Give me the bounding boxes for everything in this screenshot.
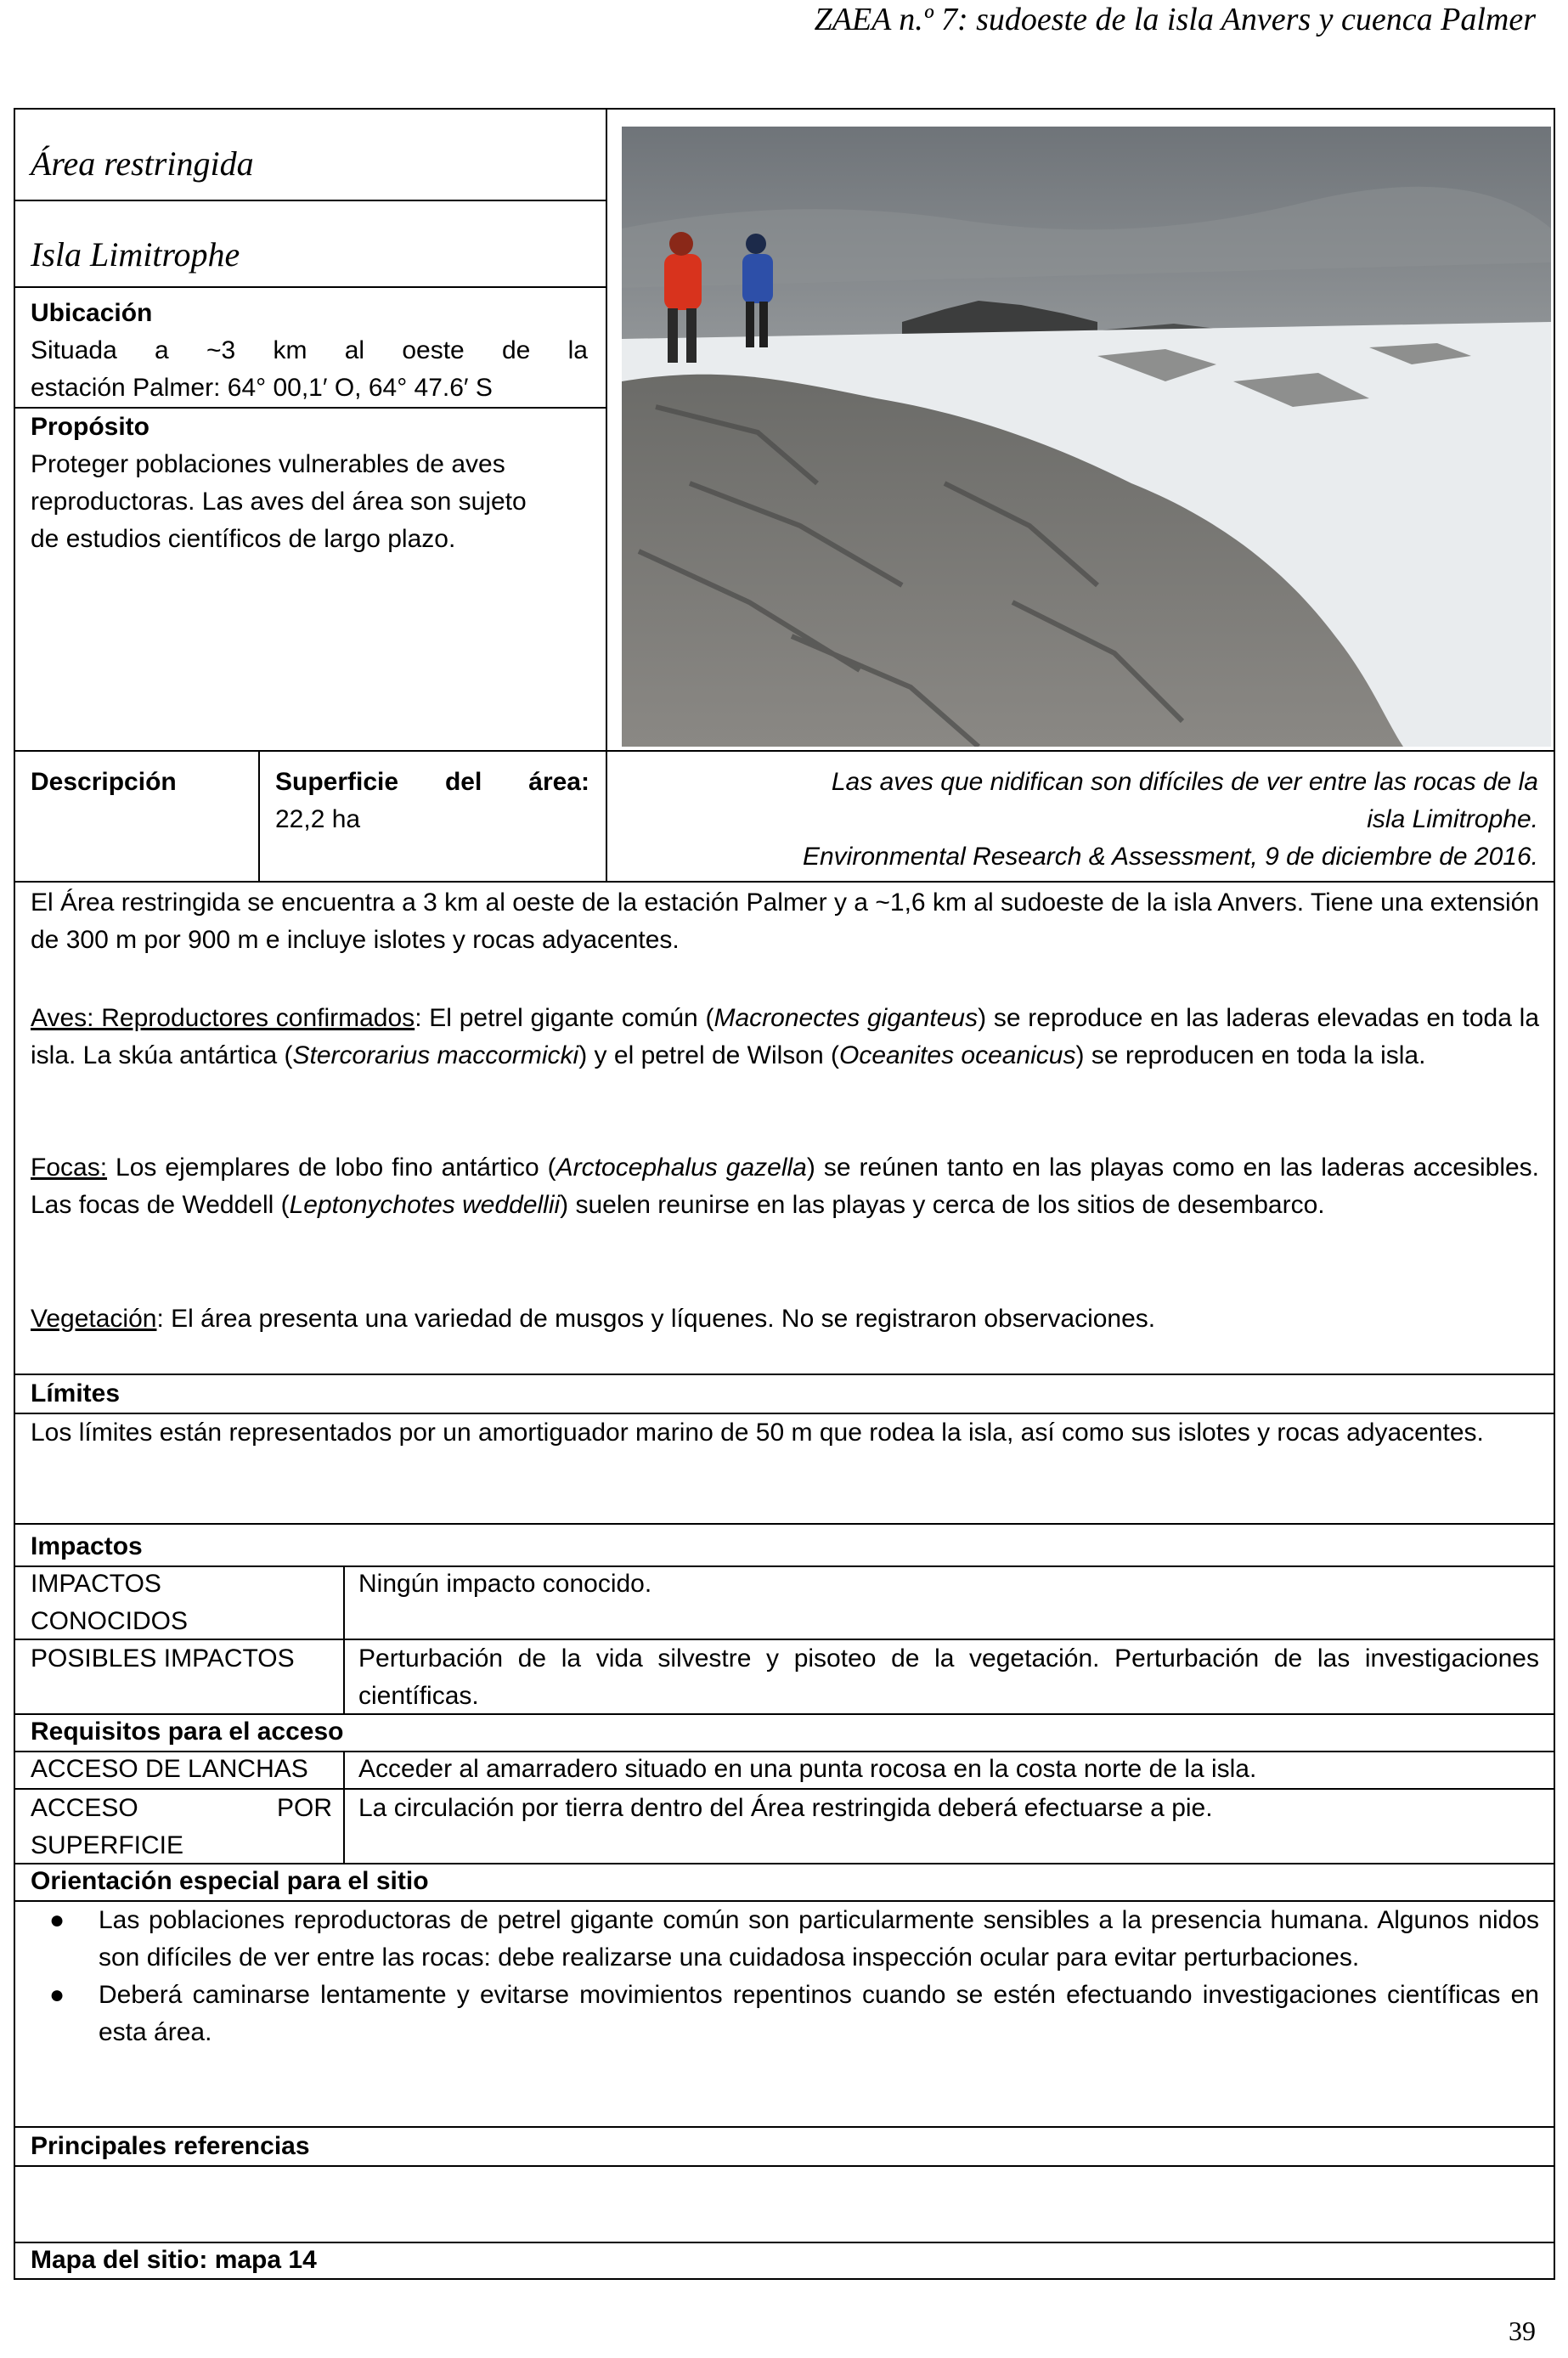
location-text-1: Situada a ~3 km al oeste de la [31, 336, 588, 364]
possible-impacts-text: Perturbación de la vida silvestre y pisoteo de la vegetación. Perturbación de las investigaciones científicas. [358, 1644, 1539, 1710]
vegetation-paragraph: Vegetación: El área presenta una variedad de musgos y líquenes. No se registraron observaciones. [31, 1305, 1156, 1333]
boat-access-text: Acceder al amarradero situado en una punta rocosa en la costa norte de la isla. [358, 1755, 1257, 1783]
list-item: ● Las poblaciones reproductoras de petrel gigante común son particularmente sensibles a la presencia humana. Algunos nidos son difíciles de ver entre las rocas: debe realizarse una cuidadosa inspección ocular para evitar perturbaciones. [31, 1902, 1539, 1977]
column-divider [258, 750, 260, 881]
limits-label: Límites [31, 1379, 121, 1407]
surface-access-label-1b: POR [277, 1794, 333, 1822]
purpose-text-2: reproductoras. Las aves del área son sujeto [31, 488, 527, 516]
running-header: ZAEA n.º 7: sudoeste de la isla Anvers y cuenca Palmer [814, 2, 1536, 37]
known-impacts-text: Ningún impacto conocido. [358, 1570, 652, 1598]
site-card [14, 108, 1555, 2280]
site-name-title: Isla Limitrophe [31, 235, 240, 274]
surface-access-text: La circulación por tierra dentro del Área restringida deberá efectuarse a pie. [358, 1794, 1213, 1822]
access-label: Requisitos para el acceso [31, 1718, 344, 1746]
map-label: Mapa del sitio: mapa 14 [31, 2246, 317, 2274]
location-label: Ubicación [31, 299, 153, 327]
divider [15, 881, 1554, 883]
divider [15, 1523, 1554, 1525]
known-impacts-label-2: CONOCIDOS [31, 1607, 189, 1635]
photo-caption-2: isla Limitrophe. [1367, 805, 1538, 833]
birds-heading: Aves: Reproductores confirmados [31, 1004, 415, 1032]
description-text: El Área restringida se encuentra a 3 km al oeste de la estación Palmer y a ~1,6 km al sudoeste de la isla Anvers. Tiene una extensión de 300 m por 900 m e incluye islotes y rocas adyacentes. [31, 888, 1539, 954]
divider [15, 2165, 1554, 2167]
description-label: Descripción [31, 768, 177, 796]
references-label: Principales referencias [31, 2132, 310, 2160]
surface-access-label-1a: ACCESO [31, 1794, 138, 1822]
area-value: 22,2 ha [275, 805, 361, 833]
photo-caption-1: Las aves que nidifican son difíciles de ver entre las rocas de la [831, 768, 1538, 796]
page-number: 39 [1509, 2316, 1536, 2346]
surface-access-label-2: SUPERFICIE [31, 1831, 184, 1859]
bullet-icon: ● [49, 1981, 65, 2009]
divider [15, 286, 606, 288]
limits-text: Los límites están representados por un amortiguador marino de 50 m que rodea la isla, así como sus islotes y rocas adyacentes. [31, 1419, 1484, 1447]
location-text-2: estación Palmer: 64° 00,1′ O, 64° 47.6′ S [31, 374, 493, 402]
guidance-label: Orientación especial para el sitio [31, 1867, 429, 1895]
photo-caption-3: Environmental Research & Assessment, 9 de diciembre de 2016. [802, 843, 1538, 871]
impacts-label: Impactos [31, 1532, 143, 1560]
purpose-label: Propósito [31, 413, 149, 441]
guidance-list [31, 1902, 1539, 2051]
bullet-icon: ● [49, 1906, 65, 1934]
seals-paragraph: Focas: Los ejemplares de lobo fino antártico (Arctocephalus gazella) se reúnen tanto en las playas como en las laderas accesibles. Las focas de Weddell (Leptonychotes weddellii) suelen reunirse en las playas y cerca de los sitios de desembarco. [31, 1154, 1540, 1219]
divider [15, 1374, 1554, 1375]
site-photo [622, 127, 1551, 747]
divider [15, 750, 1554, 752]
purpose-text-1: Proteger poblaciones vulnerables de aves [31, 450, 505, 478]
vegetation-heading: Vegetación [31, 1305, 157, 1333]
list-item: ● Deberá caminarse lentamente y evitarse movimientos repentinos cuando se estén efectuando investigaciones científicas en esta área. [31, 1977, 1539, 2051]
area-type-title: Área restringida [31, 144, 254, 183]
known-impacts-label-1: IMPACTOS [31, 1570, 161, 1598]
purpose-text-3: de estudios científicos de largo plazo. [31, 525, 456, 553]
column-divider [343, 1751, 345, 1863]
boat-access-label: ACCESO DE LANCHAS [31, 1755, 308, 1783]
seals-heading: Focas: [31, 1154, 108, 1182]
column-divider [606, 110, 607, 881]
area-label: Superficie del área: [275, 768, 589, 796]
divider [15, 200, 606, 201]
divider [15, 1565, 1554, 1567]
possible-impacts-label: POSIBLES IMPACTOS [31, 1644, 295, 1673]
birds-paragraph: Aves: Reproductores confirmados: El petrel gigante común (Macronectes giganteus) se reproduce en las laderas elevadas en toda la isla. La skúa antártica (Stercorarius maccormicki) y el petrel de Wilson (Oceanites oceanicus) se reproducen en toda la isla. [31, 1004, 1539, 1069]
